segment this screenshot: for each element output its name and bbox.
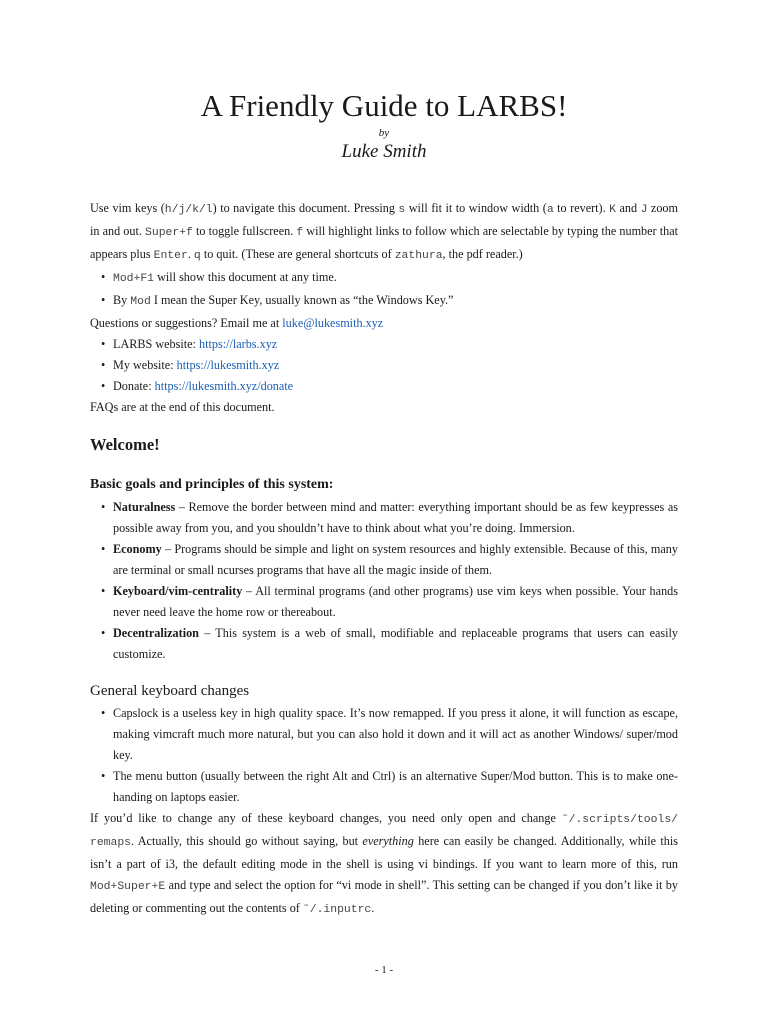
path-inputrc: ˜/.inputrc <box>302 904 372 916</box>
text: ) to navigate this document. Pressing <box>212 201 399 215</box>
keyboard-list <box>90 703 678 808</box>
term: Decentralization <box>113 626 199 640</box>
byline-by: by <box>378 127 390 139</box>
list-item <box>90 497 678 539</box>
intro-paragraph <box>90 198 678 267</box>
term: Keyboard/vim-centrality <box>113 584 243 598</box>
key-mod-super-e: Mod+Super+E <box>90 881 166 893</box>
key-mod: Mod <box>130 296 151 308</box>
text: to revert). <box>553 201 610 215</box>
document-author: Luke Smith <box>341 141 427 162</box>
text: and <box>616 201 641 215</box>
text: to quit. (These are general shortcuts of <box>200 247 395 261</box>
text: , the pdf reader.) <box>442 247 523 261</box>
emphasis: everything <box>362 834 414 848</box>
text: – Remove the border between mind and matter: everything important should be as few keypresses as possible away from you, and you shouldn’t have to think about what you’re doing. Immersion. <box>113 500 678 535</box>
text: – This system is a web of small, modifiable and replaceable programs that users can easily customize. <box>113 626 678 661</box>
key-J: J <box>640 204 648 216</box>
list-item <box>90 334 678 355</box>
key-super-f: Super+f <box>145 227 193 239</box>
page-number: - 1 - <box>374 964 394 976</box>
term: Naturalness <box>113 500 176 514</box>
list-item <box>90 581 678 623</box>
keyboard-paragraph <box>90 808 678 921</box>
list-item <box>90 267 678 290</box>
text: Questions or suggestions? Email me at <box>90 316 283 330</box>
term: Economy <box>113 542 162 556</box>
key-enter: Enter <box>153 250 188 262</box>
keyboard-heading: General keyboard changes <box>90 683 250 699</box>
text: will show this document at any time. <box>154 270 337 284</box>
text: and type and select the option for “vi mode in shell”. This setting can be changed if you don’t like it by deleting or commenting out the contents of <box>90 878 678 915</box>
email-link[interactable]: luke@lukesmith.xyz <box>282 316 384 330</box>
my-website-link[interactable]: https://lukesmith.xyz <box>176 358 280 372</box>
text: zoom in and out. <box>90 201 678 238</box>
donate-link[interactable]: https://lukesmith.xyz/donate <box>154 379 294 393</box>
text: – All terminal programs (and other programs) use vim keys when possible. Your hands never need leave the home row or thereabout. <box>113 584 678 619</box>
larbs-website-link[interactable]: https://larbs.xyz <box>199 337 278 351</box>
text: LARBS website: <box>113 337 199 351</box>
document-body <box>90 198 678 921</box>
text: My website: <box>113 358 177 372</box>
key-s: s <box>398 204 406 216</box>
shortcut-list <box>90 267 678 313</box>
key-q: q <box>193 250 201 262</box>
text: If you’d like to change any of these keyboard changes, you need only open and change <box>90 811 562 825</box>
list-item <box>90 376 678 397</box>
program-zathura: zathura <box>394 250 443 262</box>
list-item <box>90 290 678 313</box>
text: to toggle fullscreen. <box>192 224 297 238</box>
questions-paragraph <box>90 313 678 334</box>
text: will fit it to window width ( <box>405 201 547 215</box>
list-item: • The menu button (usually between the right Alt and Ctrl) is an alternative Super/Mod button. This is to make one-handing on laptops easier. <box>90 766 678 808</box>
key-K: K <box>609 204 616 216</box>
text: – Programs should be simple and light on system resources and highly extensible. Because of this, many are terminal or small ncurses programs that have all the magic inside of them. <box>113 542 678 577</box>
faq-note: FAQs are at the end of this document. <box>90 400 275 414</box>
goals-list <box>90 497 678 665</box>
document-title: A Friendly Guide to LARBS! <box>200 88 568 123</box>
text: will highlight links to follow which are selectable by typing the number that appears plus <box>90 224 678 261</box>
key-hjkl: h/j/k/l <box>164 204 213 216</box>
key-a: a <box>546 204 554 216</box>
text: . Actually, this should go without saying, but <box>131 834 363 848</box>
text: here can easily be changed. Additionally, while this isn’t a part of i3, the default editing mode in the shell is using vi bindings. If you want to learn more of this, run <box>90 834 678 871</box>
welcome-heading: Welcome! <box>90 435 160 454</box>
key-mod-f1: Mod+F1 <box>113 273 155 285</box>
document-page <box>90 84 678 921</box>
text: Use vim keys ( <box>90 201 165 215</box>
text: . <box>187 247 194 261</box>
path-remaps: ˜/.scripts/tools/ remaps <box>90 814 678 849</box>
list-item <box>90 539 678 581</box>
links-list <box>90 334 678 397</box>
text: By <box>113 293 131 307</box>
text: . <box>371 901 375 915</box>
text: I mean the Super Key, usually known as “the Windows Key.” <box>150 293 454 307</box>
key-f: f <box>296 227 304 239</box>
list-item: • Capslock is a useless key in high quality space. It’s now remapped. If you press it alone, it will function as escape, making vimcraft much more natural, but you can also hold it down and it will act as another Windows/ super/mod key. <box>90 703 678 766</box>
text: Donate: <box>113 379 155 393</box>
goals-heading: Basic goals and principles of this system: <box>90 477 334 492</box>
list-item <box>90 355 678 376</box>
list-item <box>90 623 678 665</box>
